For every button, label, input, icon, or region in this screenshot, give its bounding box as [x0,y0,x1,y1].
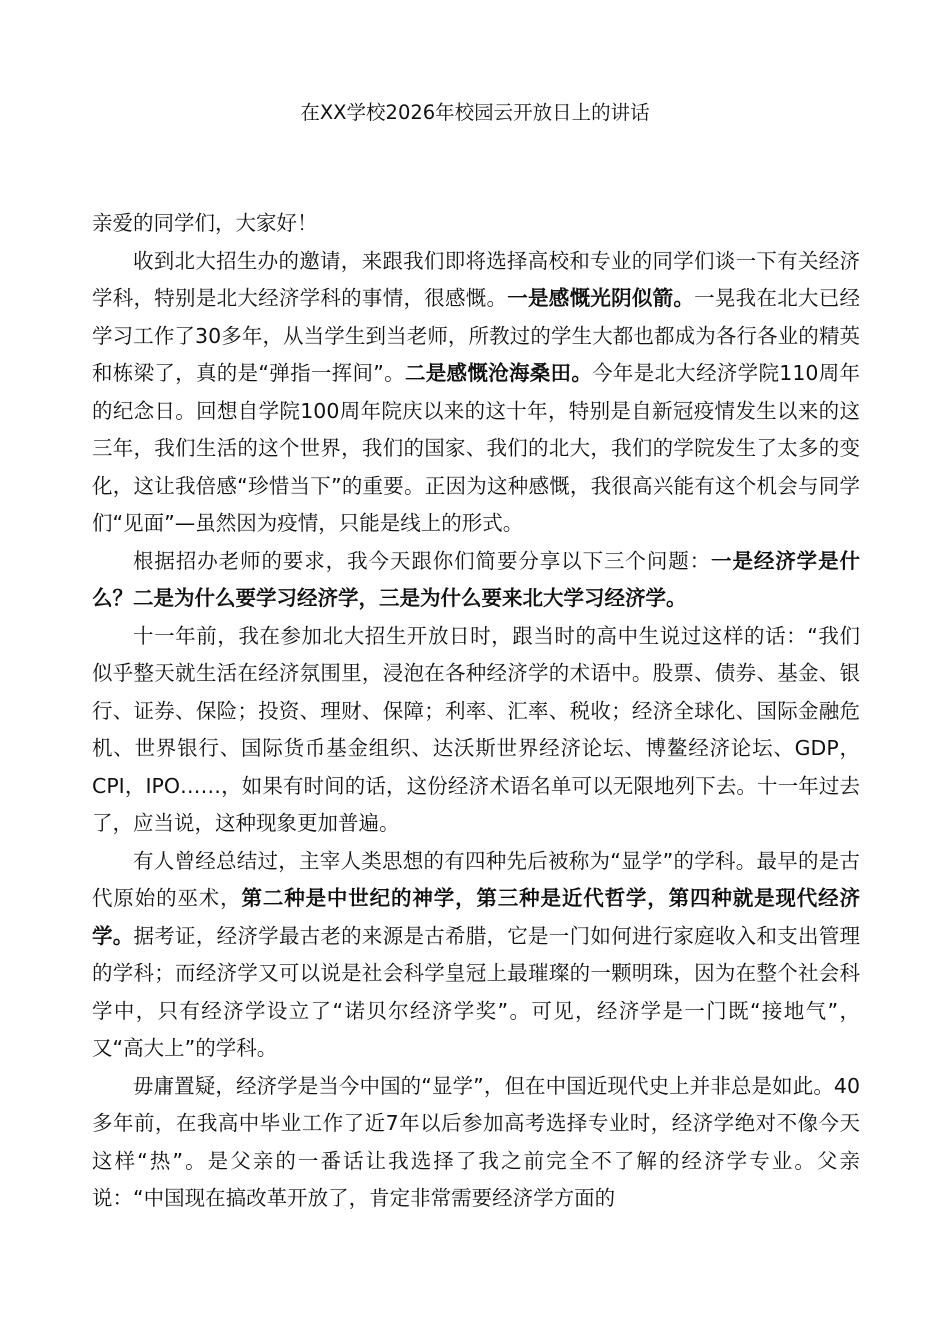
paragraph-1-emphasis-2: 二是感慨沧海桑田。 [404,361,593,385]
paragraph-1-text-c: 一晃我在北大已经学习工作了30多年，从当学生到当老师，所教过的学生大都也都成为各行各业的精英和栋梁了，真的是“弹指一挥间”。 [92,286,861,385]
paragraph-1 [92,243,860,543]
paragraph-4-emphasis: 第二种是中世纪的神学，第三种是近代哲学，第四种就是现代经济学。 [92,886,860,948]
paragraph-1-emphasis-1: 一是感慨光阴似箭。 [507,286,695,310]
paragraph-2 [92,543,860,618]
paragraph-2-text-a: 根据招办老师的要求，我今天跟你们简要分享以下三个问题： [133,548,712,573]
document-body [92,205,860,1218]
paragraph-4 [92,843,860,1068]
paragraph-4-text-c: 据考证，经济学最古老的来源是古希腊，它是一门如何进行家庭收入和支出管理的学科；而经济学又可以说是社会科学皇冠上最璀璨的一颗明珠，因为在整个社会科学中，只有经济学设立了“诺贝尔经济学奖”。可见，经济学是一门既“接地气”，又“高大上”的学科。 [92,923,861,1060]
salutation: 亲爱的同学们，大家好！ [92,211,318,235]
paragraph-3: 十一年前，我在参加北大招生开放日时，跟当时的高中生说过这样的话：“我们似乎整天就生活在经济氛围里，浸泡在各种经济学的术语中。股票、债券、基金、银行、证券、保险；投资、理财、保障；利率、汇率、税收；经济全球化、国际金融危机、世界银行、国际货币基金组织、达沃斯世界经济论坛、博鳌经济论坛、GDP，CPI，IPO……，如果有时间的话，这份经济术语名单可以无限地列下去。十一年过去了，应当说，这种现象更加普遍。 [92,623,860,835]
paragraph-1-text-e: 今年是北大经济学院110周年的纪念日。回想自学院100周年院庆以来的这十年，特别是自新冠疫情发生以来的这三年，我们生活的这个世界，我们的国家、我们的北大，我们的学院发生了太多的变化，这让我倍感“珍惜当下”的重要。正因为这种感慨，我很高兴能有这个机会与同学们“见面”—虽然因为疫情，只能是线上的形式。 [92,361,860,535]
page-title: 在XX学校2026年校园云开放日上的讲话 [300,101,650,124]
paragraph-1-text-a: 收到北大招生办的邀请，来跟我们即将选择高校和专业的同学们谈一下有关经济学科，特别是北大经济学科的事情，很感慨。 [92,248,860,310]
paragraph-5: 毋庸置疑，经济学是当今中国的“显学”，但在中国近现代史上并非总是如此。40多年前，在我高中毕业工作了近7年以后参加高考选择专业时，经济学绝对不像今天这样“热”。是父亲的一番话让我选择了我之前完全不了解的经济学专业。父亲说：“中国现在搞改革开放了，肯定非常需要经济学方面的 [92,1073,860,1210]
paragraph-2-emphasis: 一是经济学是什么？二是为什么要学习经济学，三是为什么要来北大学习经济学。 [92,548,861,610]
paragraph-4-text-a: 有人曾经总结过，主宰人类思想的有四种先后被称为“显学”的学科。最早的是古代原始的巫术， [92,848,860,910]
